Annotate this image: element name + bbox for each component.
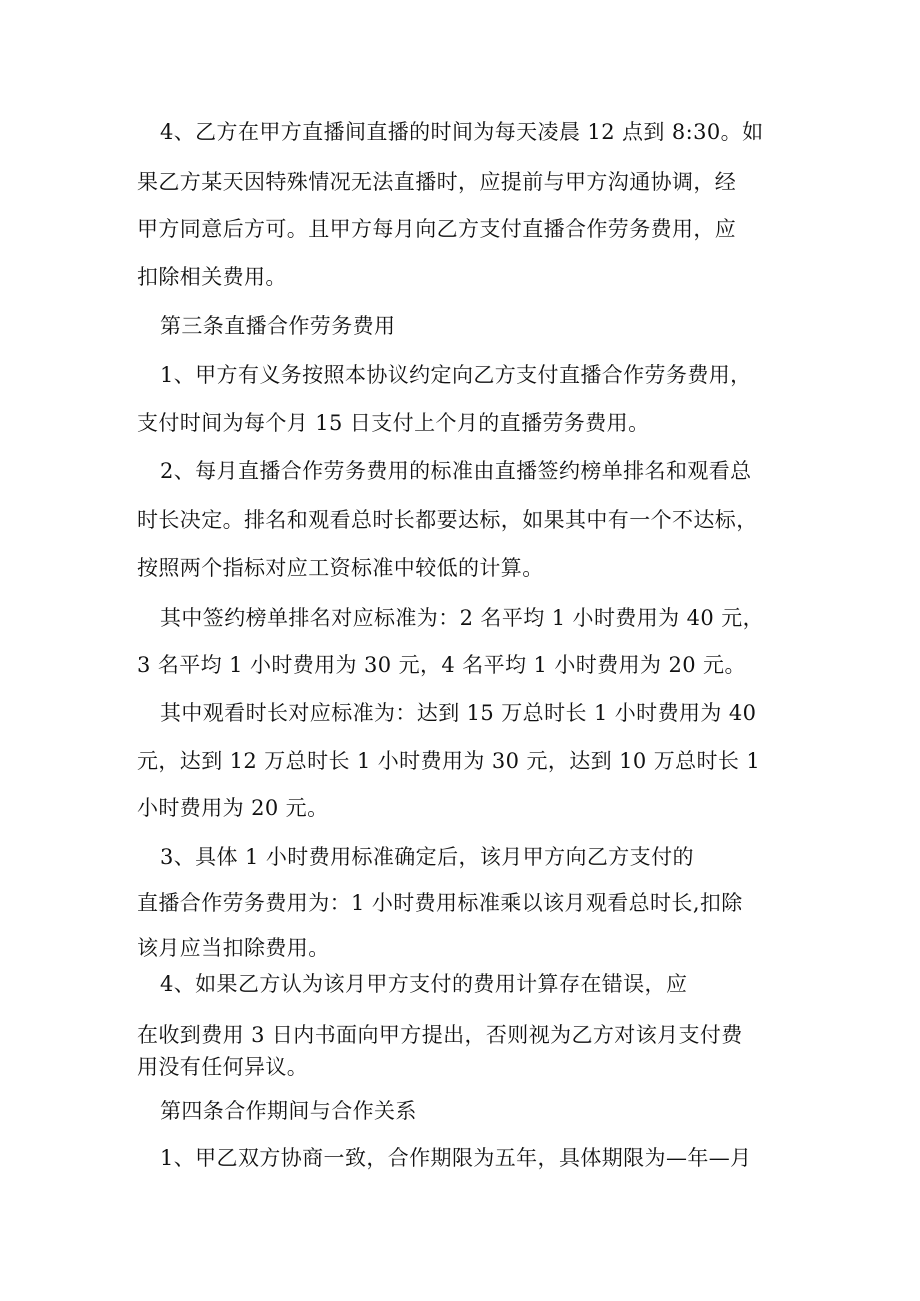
text-line: 直播合作劳务费用为：1 小时费用标准乘以该月观看总时长,扣除 xyxy=(137,891,743,915)
text-line: 支付时间为每个月 15 日支付上个月的直播劳务费用。 xyxy=(137,411,650,435)
text-line: 1、甲乙双方协商一致，合作期限为五年，具体期限为—年—月 xyxy=(160,1146,752,1170)
text-line: 果乙方某天因特殊情况无法直播时，应提前与甲方沟通协调，经 xyxy=(137,170,737,194)
text-line: 2、每月直播合作劳务费用的标准由直播签约榜单排名和观看总 xyxy=(160,459,752,483)
text-line: 元，达到 12 万总时长 1 小时费用为 30 元，达到 10 万总时长 1 xyxy=(137,749,761,773)
text-line: 3 名平均 1 小时费用为 30 元，4 名平均 1 小时费用为 20 元。 xyxy=(137,653,746,677)
text-line: 其中签约榜单排名对应标准为：2 名平均 1 小时费用为 40 元， xyxy=(160,606,765,630)
text-line: 按照两个指标对应工资标准中较低的计算。 xyxy=(137,556,544,580)
text-line: 4、乙方在甲方直播间直播的时间为每天凌晨 12 点到 8:30。如 xyxy=(160,120,764,144)
text-line: 1、甲方有义务按照本协议约定向乙方支付直播合作劳务费用， xyxy=(160,363,752,387)
text-line: 小时费用为 20 元。 xyxy=(137,796,329,820)
text-line: 4、如果乙方认为该月甲方支付的费用计算存在错误，应 xyxy=(160,972,688,996)
section-heading: 第四条合作期间与合作关系 xyxy=(160,1099,417,1123)
text-line: 时长决定。排名和观看总时长都要达标，如果其中有一个不达标， xyxy=(137,508,758,532)
text-line: 甲方同意后方可。且甲方每月向乙方支付直播合作劳务费用，应 xyxy=(137,217,737,241)
section-heading: 第三条直播合作劳务费用 xyxy=(160,314,396,338)
text-line: 3、具体 1 小时费用标准确定后，该月甲方向乙方支付的 xyxy=(160,845,694,869)
text-line: 扣除相关费用。 xyxy=(137,265,287,289)
text-line: 该月应当扣除费用。 xyxy=(137,936,330,960)
text-line: 用没有任何异议。 xyxy=(137,1055,309,1079)
text-line: 其中观看时长对应标准为：达到 15 万总时长 1 小时费用为 40 xyxy=(160,701,757,725)
text-line: 在收到费用 3 日内书面向甲方提出，否则视为乙方对该月支付费 xyxy=(137,1023,743,1047)
